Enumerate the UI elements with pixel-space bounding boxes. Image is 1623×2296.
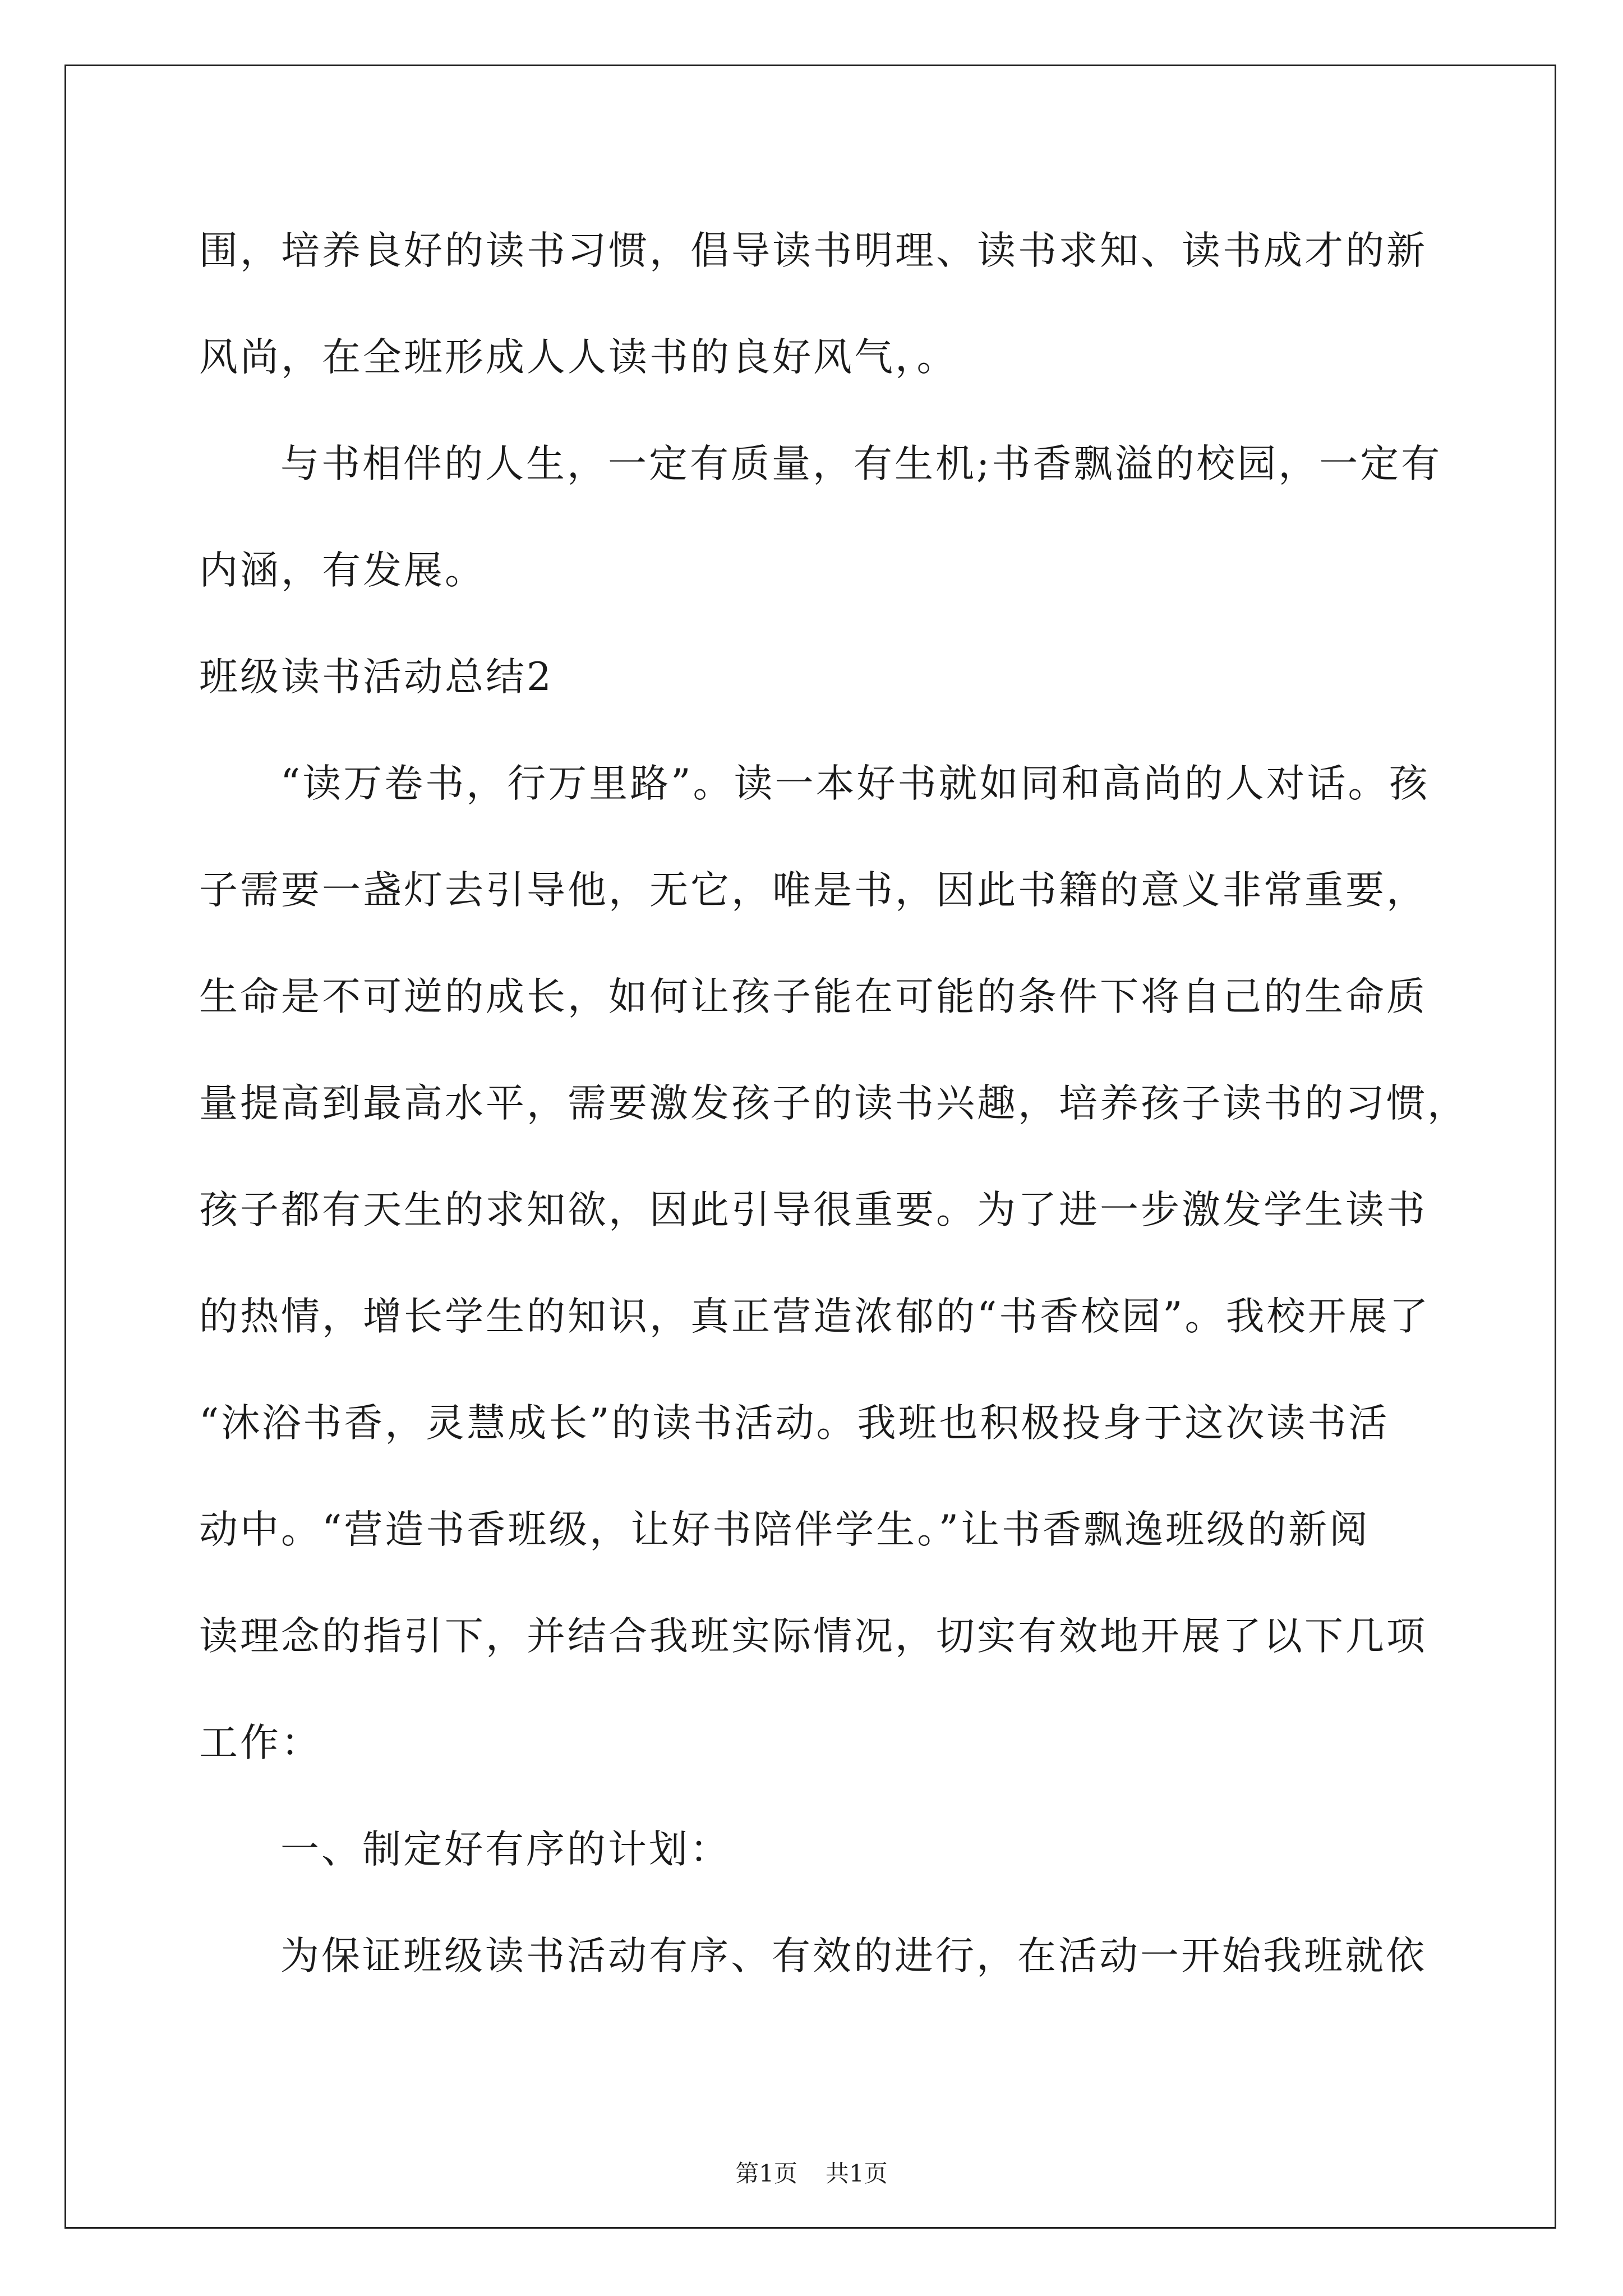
section-heading: 班级读书活动总结2 <box>199 655 554 700</box>
page-border <box>64 65 1556 2229</box>
paragraph-line: “读万卷书，行万里路”。读一本好书就如同和高尚的人对话。孩 <box>280 761 1430 806</box>
paragraph-line: “沐浴书香，灵慧成长”的读书活动。我班也积极投身于这次读书活 <box>199 1401 1390 1446</box>
paragraph-line: 孩子都有天生的求知欲，因此引导很重要。为了进一步激发学生读书 <box>199 1188 1427 1232</box>
paragraph-line: 生命是不可逆的成长，如何让孩子能在可能的条件下将自己的生命质 <box>199 974 1427 1019</box>
paragraph-line: 工作： <box>199 1720 322 1765</box>
paragraph-line: 动中。“营造书香班级，让好书陪伴学生。”让书香飘逸班级的新阅 <box>199 1507 1371 1552</box>
page-total: 共1页 <box>826 2160 888 2187</box>
paragraph-line: 与书相伴的人生，一定有质量，有生机;书香飘溢的校园，一定有 <box>280 441 1442 486</box>
paragraph-line: 读理念的指引下，并结合我班实际情况，切实有效地开展了以下几项 <box>199 1614 1427 1659</box>
paragraph-line: 风尚，在全班形成人人读书的良好风气，。 <box>199 335 958 380</box>
paragraph-line: 围，培养良好的读书习惯，倡导读书明理、读书求知、读书成才的新 <box>199 228 1427 273</box>
page-number: 第1页 <box>735 2160 797 2187</box>
paragraph-line: 为保证班级读书活动有序、有效的进行，在活动一开始我班就依 <box>280 1934 1427 1978</box>
paragraph-line: 量提高到最高水平，需要激发孩子的读书兴趣，培养孩子读书的习惯， <box>199 1081 1468 1126</box>
paragraph-line: 内涵，有发展。 <box>199 548 486 593</box>
paragraph-line: 子需要一盏灯去引导他，无它，唯是书，因此书籍的意义非常重要， <box>199 868 1427 913</box>
page-footer <box>0 2157 1623 2191</box>
paragraph-line: 的热情，增长学生的知识，真正营造浓郁的“书香校园”。我校开展了 <box>199 1294 1431 1339</box>
list-heading: 一、制定好有序的计划： <box>280 1827 731 1872</box>
